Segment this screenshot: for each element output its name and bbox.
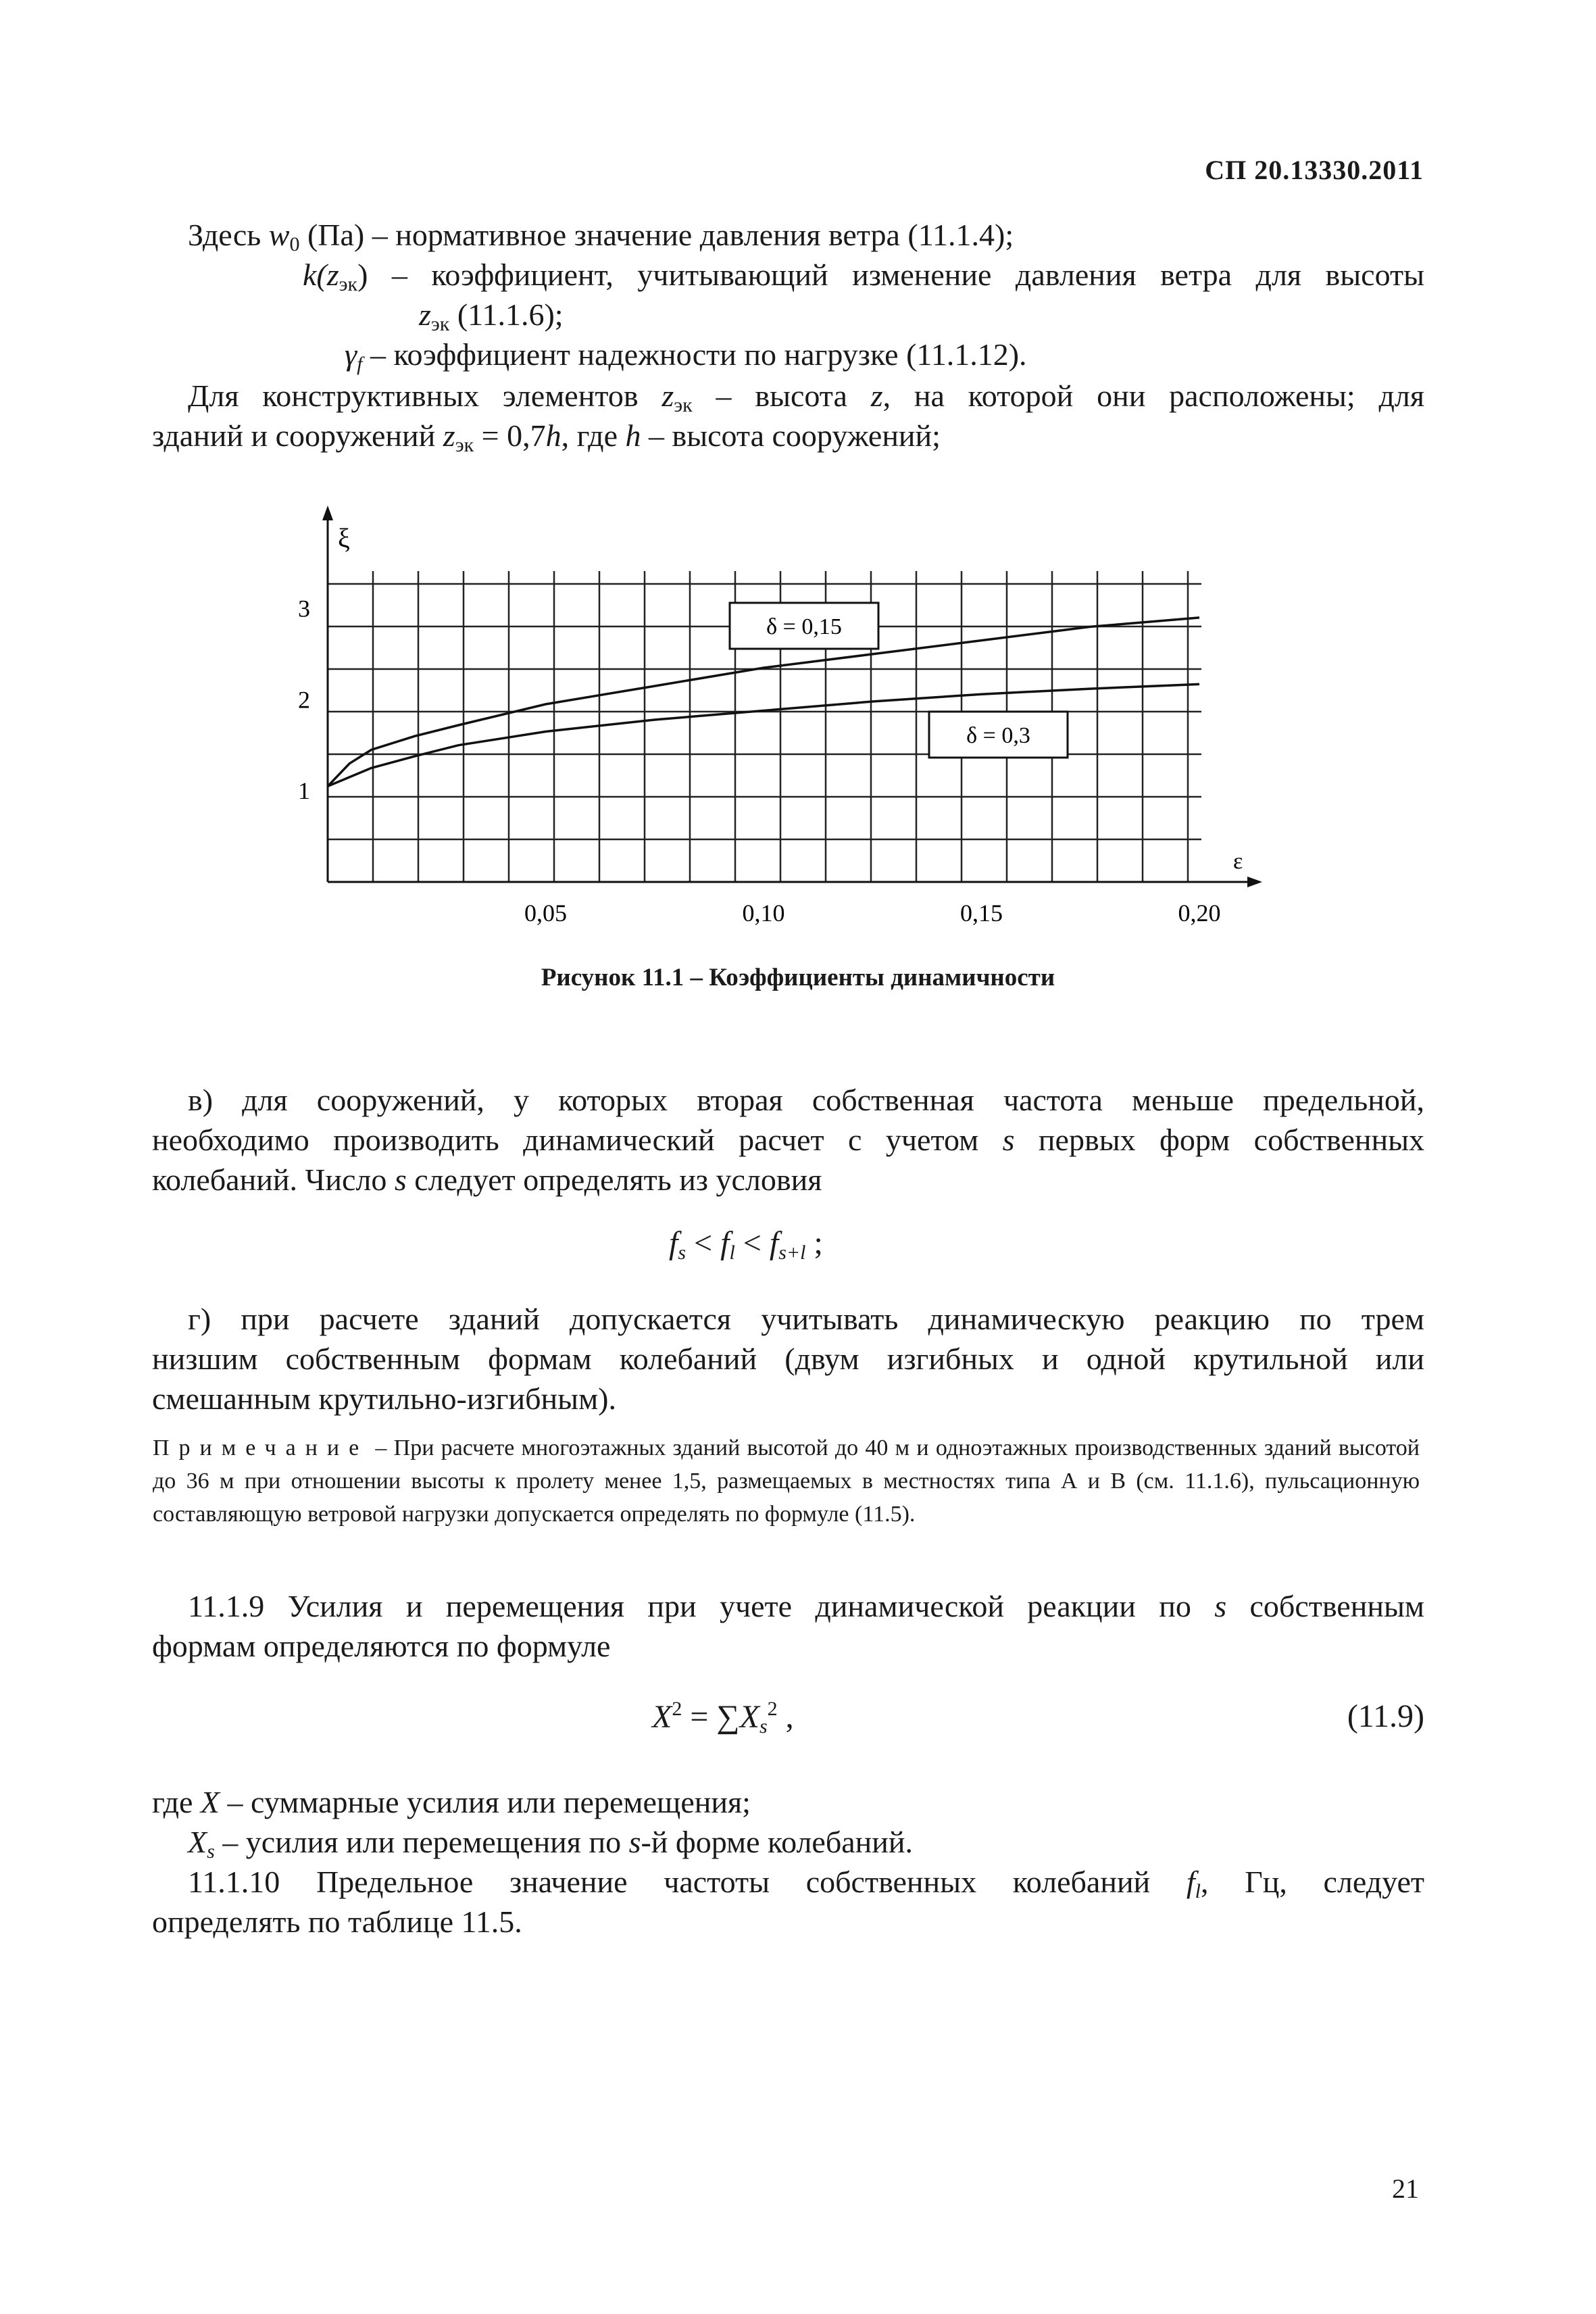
formula-frequency-condition: $f_s < f_l < f_{s+l}$ ; (669, 1225, 823, 1264)
note-block: Примечание – При расчете многоэтажных зданий высотой до 40 м и одноэтажных производственных зданий высотой до 36 м при отношении высоты к пролету менее 1,5, размещаемых в местностях типа А и В (см. 11.1.6), пульсационную составляющую ветровой нагрузки допускается определять по формуле (11.5). (153, 1435, 1420, 1527)
definition-k-continued: $z_{эк}$ (11.1.6); (419, 297, 564, 335)
x-tick-label: 0,15 (960, 900, 1003, 927)
page-number: 21 (1392, 2173, 1419, 2204)
paragraph-v-line3: колебаний. Число s следует определять из условия (152, 1162, 822, 1197)
y-tick-label: 1 (298, 777, 310, 805)
definition-w0: Здесь $w_0$ (Па) – нормативное значение давления ветра (11.1.4); (188, 218, 1014, 255)
paragraph-g-line3: смешанным крутильно-изгибным). (152, 1381, 616, 1416)
where-x: где X – суммарные усилия или перемещения; (152, 1785, 751, 1819)
x-tick-label: 0,20 (1178, 900, 1221, 927)
series-label: δ = 0,15 (766, 614, 842, 639)
x-tick-label: 0,05 (524, 900, 567, 927)
dynamic-coefficients-chart (270, 500, 1284, 946)
y-tick-label: 3 (298, 595, 310, 622)
paragraph-v-line2: необходимо производить динамический расчет с учетом s первых форм собственных (152, 1123, 1425, 1157)
paragraph-v-line1: в) для сооружений, у которых вторая собственная частота меньше предельной, (188, 1083, 1424, 1117)
paragraph-zek-line2: зданий и сооружений $z_{эк} = 0,7h$, где h – высота сооружений; (152, 418, 941, 456)
definition-gamma: $\gamma_f$ – коэффициент надежности по нагрузке (11.1.12). (345, 337, 1027, 375)
paragraph-11110-line2: определять по таблице 11.5. (152, 1904, 522, 1939)
formula-number: (11.9) (1347, 1698, 1424, 1734)
paragraph-1119-line1: 11.1.9 Усилия и перемещения при учете динамической реакции по s собственным (188, 1589, 1424, 1623)
document-code: СП 20.13330.2011 (1205, 155, 1424, 185)
y-tick-label: 2 (298, 686, 310, 714)
x-axis-arrow (1247, 877, 1262, 887)
where-xs: $X_s$ – усилия или перемещения по s-й форме колебаний. (188, 1825, 914, 1863)
y-axis-arrow (322, 506, 333, 520)
x-axis-label: ε (1233, 849, 1243, 874)
series-label: δ = 0,3 (966, 723, 1030, 748)
figure-caption: Рисунок 11.1 – Коэффициенты динамичности (541, 964, 1055, 991)
paragraph-zek-line1: Для конструктивных элементов $z_{эк}$ – высота z, на которой они расположены; для (188, 378, 1424, 416)
formula-11-9: $X^2 = \sum X_s^2$ , (652, 1698, 794, 1738)
paragraph-1119-line2: формам определяются по формуле (152, 1629, 611, 1663)
y-axis-label: ξ (338, 523, 350, 553)
paragraph-g-line2: низшим собственным формам колебаний (двум изгибных и одной крутильной или (152, 1341, 1424, 1376)
definition-k: $k(z_{эк})$ – коэффициент, учитывающий изменение давления ветра для высоты (303, 257, 1424, 295)
x-tick-label: 0,10 (742, 900, 785, 927)
paragraph-g-line1: г) при расчете зданий допускается учитывать динамическую реакцию по трем (188, 1302, 1424, 1336)
paragraph-11110-line1: 11.1.10 Предельное значение частоты собственных колебаний $f_l$, Гц, следует (188, 1865, 1424, 1902)
